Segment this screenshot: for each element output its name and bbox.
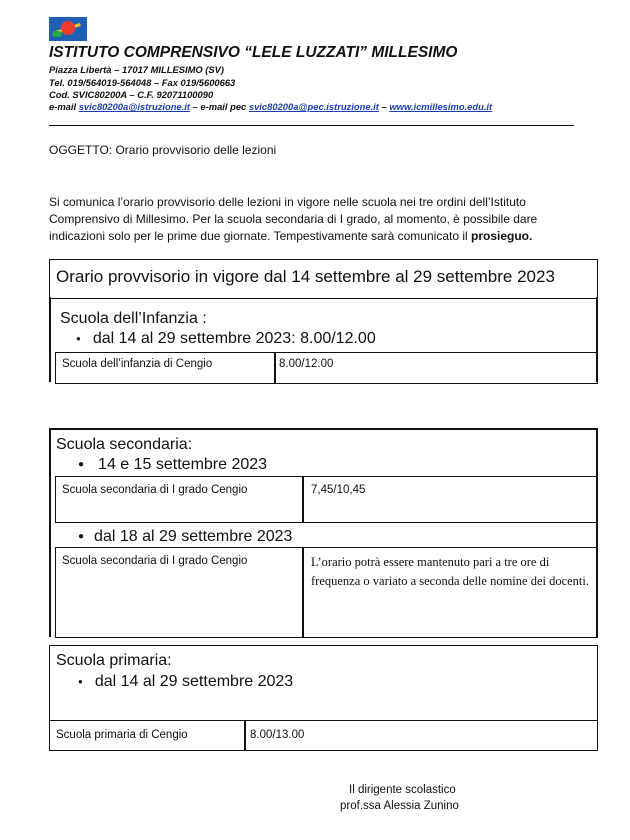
- secondaria-bullet-2-text: dal 18 al 29 settembre 2023: [94, 528, 293, 545]
- infanzia-bullet-text: dal 14 al 29 settembre 2023: 8.00/12.00: [92, 330, 376, 347]
- bullet-icon: ●: [78, 677, 83, 687]
- email-label: e-mail: [49, 101, 79, 112]
- institute-phone: Tel. 019/564019-564048 – Fax 019/5600663: [49, 77, 236, 88]
- school-logo: [49, 17, 87, 41]
- secondaria-row-1-school: Scuola secondaria di I grado Cengio: [62, 484, 248, 496]
- secondaria-row-1-divider: [302, 476, 304, 522]
- secondaria-row-1-hours: 7,45/10,45: [311, 484, 366, 496]
- web-separator: –: [378, 101, 390, 112]
- box1-left-border: [49, 297, 51, 382]
- pec-label: – e-mail pec: [189, 101, 249, 112]
- institute-name: ISTITUTO COMPRENSIVO “LELE LUZZATI” MILLESIMO: [49, 44, 458, 61]
- institute-address: Piazza Libertà – 17017 MILLESIMO (SV): [49, 64, 225, 75]
- infanzia-cell-divider: [274, 352, 276, 383]
- secondaria-row-2-note: L’orario potrà essere mantenuto pari a tre ore di frequenza o variato a seconda delle nomine dei docenti.: [311, 555, 590, 588]
- institute-codes: Cod. SVIC80200A – C.F. 92071100090: [49, 89, 214, 100]
- infanzia-hours-cell: 8.00/12.00: [279, 358, 334, 370]
- subject-line: OGGETTO: Orario provvisorio delle lezioni: [49, 143, 277, 157]
- primaria-cell-divider: [244, 720, 246, 750]
- primaria-school-cell: Scuola primaria di Cengio: [56, 729, 188, 741]
- secondaria-row-2-divider: [302, 547, 304, 637]
- infanzia-heading: Scuola dell’Infanzia :: [60, 310, 207, 327]
- primaria-heading: Scuola primaria:: [56, 652, 172, 669]
- secondaria-bullet-1-text: 14 e 15 settembre 2023: [98, 456, 268, 473]
- primaria-hours-cell: 8.00/13.00: [250, 729, 305, 741]
- website-link[interactable]: www.icmillesimo.edu.it: [389, 101, 493, 112]
- intro-line-3: [49, 229, 532, 243]
- header-divider: [49, 125, 574, 126]
- secondaria-heading: Scuola secondaria:: [56, 436, 193, 453]
- email-link[interactable]: svic80200a@istruzione.it: [78, 101, 190, 112]
- signature-role: Il dirigente scolastico: [349, 784, 456, 796]
- contact-line: [49, 101, 492, 112]
- box2-left-border: [49, 428, 51, 637]
- box2-top-border: [49, 428, 598, 430]
- infanzia-school-cell: Scuola dell’infanzia di Cengio: [62, 358, 213, 370]
- bullet-icon: ●: [76, 334, 81, 344]
- bullet-icon: ●: [78, 459, 85, 471]
- secondaria-bullet-1: [78, 456, 267, 474]
- schedule-title: Orario provvisorio in vigore dal 14 settembre al 29 settembre 2023: [56, 267, 555, 286]
- signature-name: prof.ssa Alessia Zunino: [340, 800, 459, 812]
- intro-line-3-bold: prosieguo.: [471, 229, 533, 243]
- pec-link[interactable]: svic80200a@pec.istruzione.it: [248, 101, 379, 112]
- infanzia-bullet-item: [76, 330, 376, 348]
- primaria-bullet-item: [78, 673, 293, 691]
- secondaria-row-2-school: Scuola secondaria di I grado Cengio: [62, 555, 248, 567]
- bullet-icon: ●: [78, 531, 85, 543]
- intro-line-2: Comprensivo di Millesimo. Per la scuola secondaria di I grado, al momento, è possibile dare: [49, 212, 538, 226]
- intro-line-3-text: indicazioni solo per le prime due giornate. Tempestivamente sarà comunicato il: [49, 229, 471, 243]
- intro-line-1: Si comunica l’orario provvisorio delle lezioni in vigore nelle scuola nei tre ordini dell’Istituto: [49, 195, 526, 209]
- primaria-bullet-text: dal 14 al 29 settembre 2023: [94, 673, 294, 690]
- secondaria-bullet-2: [78, 528, 292, 546]
